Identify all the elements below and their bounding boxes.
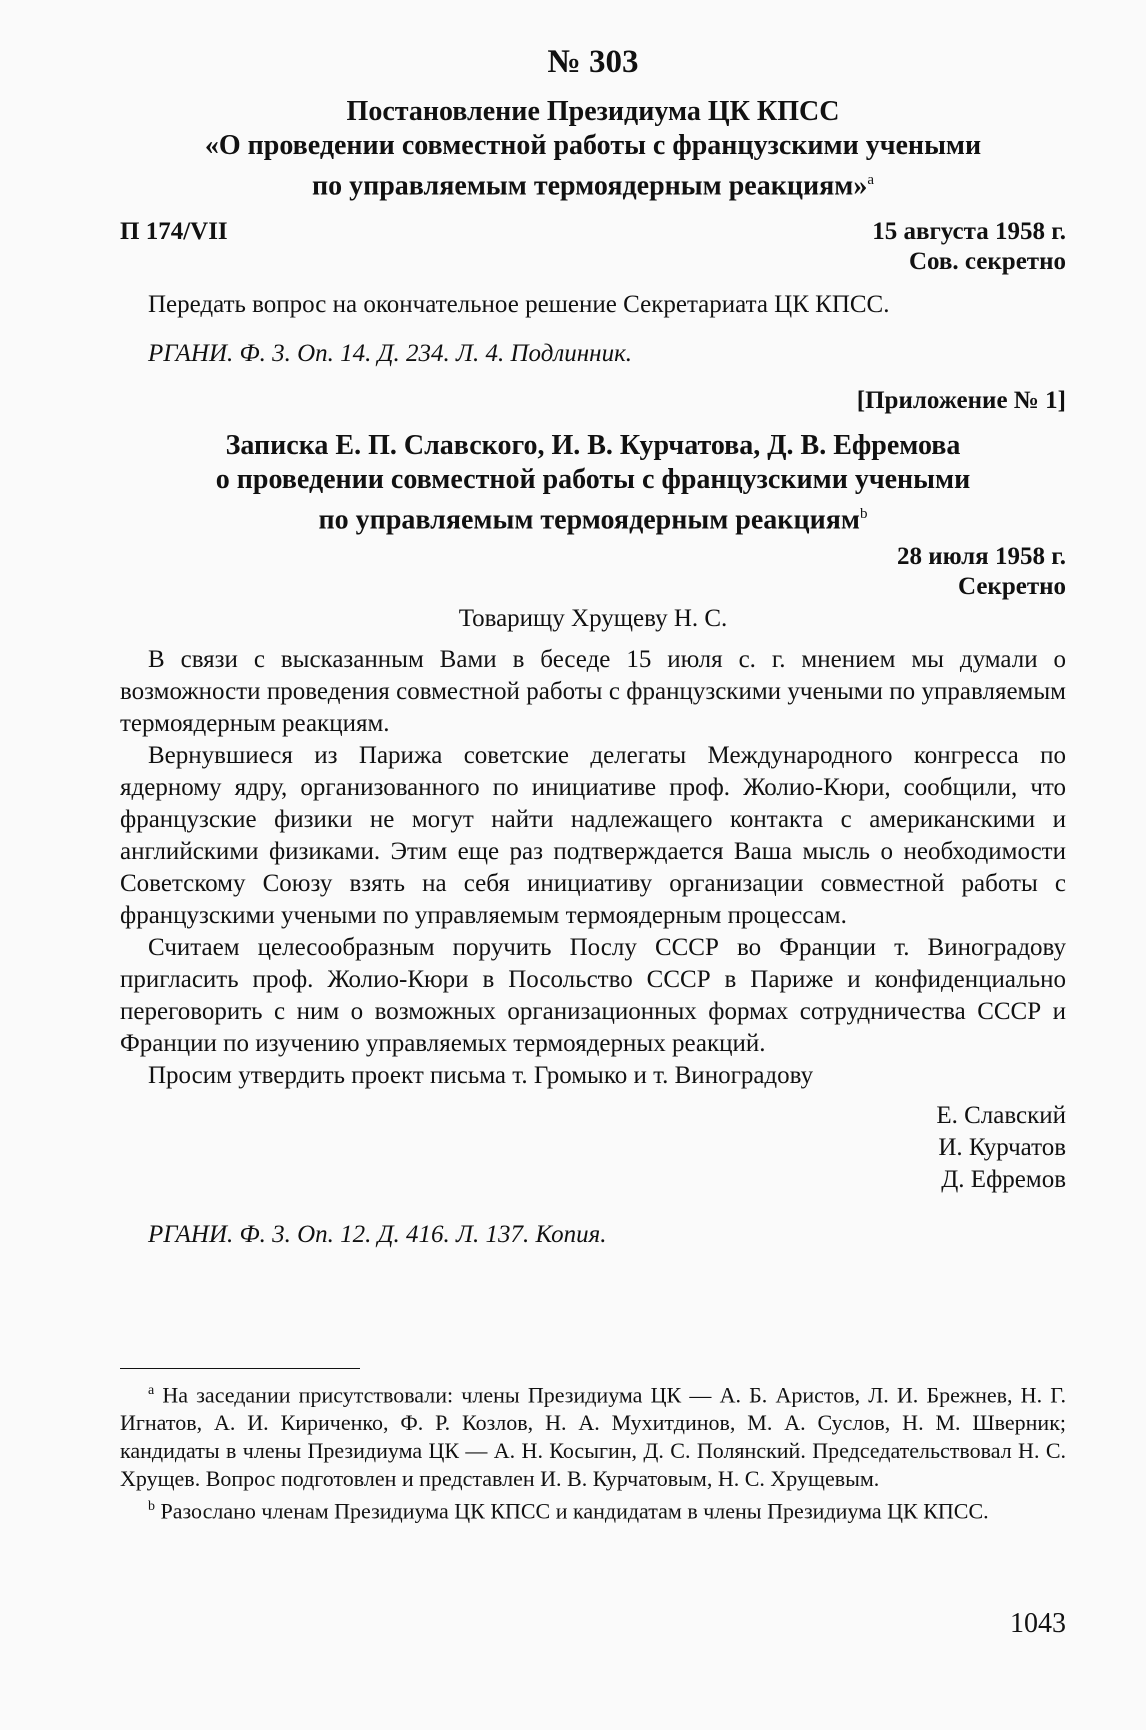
footnote-divider — [120, 1368, 360, 1369]
signature-slavsky: Е. Славский — [936, 1101, 1066, 1129]
memo-paragraph: В связи с высказанным Вами в беседе 15 июля с. г. мнением мы думали о возможности проведения совместной работы с французскими учеными по управляемым термоядерным реакциям. — [120, 645, 1066, 737]
memo-date-block — [120, 542, 1066, 602]
memo-classification: Секретно — [957, 572, 1066, 600]
memo-title-line: о проведении совместной работы с французскими учеными — [215, 464, 971, 496]
signature-efremov: Д. Ефремов — [941, 1165, 1066, 1193]
footnote-ref-a[interactable]: а — [867, 172, 875, 188]
resolution-classification: Сов. секретно — [908, 248, 1066, 276]
memo-date: 28 июля 1958 г. — [897, 542, 1066, 570]
memo-title-line — [120, 497, 1066, 537]
document-number: № 303 — [547, 44, 639, 80]
memo-paragraph: Вернувшиеся из Парижа советские делегаты Международного конгресса по ядерному ядру, организованного по инициативе проф. Жолио-Кюри, сообщили, что французские физики не могут найти надлежащего контакта с американскими и английскими физиками. Этим еще раз подтверждается Ваша мысль о необходимости Советскому Союзу взять на себя инициативу организации совместной работы с французскими учеными по управляемым термоядерным процессам. — [120, 741, 1066, 929]
footnote-mark-a: a — [148, 1382, 155, 1398]
resolution-archive-ref: РГАНИ. Ф. 3. Оп. 14. Д. 234. Л. 4. Подлинник. — [148, 340, 633, 368]
resolution-date-block — [872, 217, 1066, 277]
resolution-title-line — [120, 163, 1066, 203]
resolution-title-line: Постановление Президиума ЦК КПСС — [346, 96, 840, 127]
footnote-a — [120, 1377, 1066, 1493]
footnote-mark-b: b — [148, 1498, 155, 1514]
memo-title — [120, 429, 1066, 537]
appendix-label: [Приложение № 1] — [856, 387, 1066, 415]
resolution-date: 15 августа 1958 г. — [872, 218, 1066, 246]
resolution-body: Передать вопрос на окончательное решение Секретариата ЦК КПСС. — [148, 291, 890, 319]
signature-kurchatov: И. Курчатов — [938, 1133, 1066, 1161]
memo-paragraph: Считаем целесообразным поручить Послу СССР во Франции т. Виноградову пригласить проф. Жолио-Кюри в Посольство СССР в Париже и конфиденциально переговорить с ним о возможных организационных формах сотрудничества СССР и Франции по изучению управляемых термоядерных реакций. — [120, 933, 1066, 1057]
memo-signatures — [120, 1100, 1066, 1196]
resolution-title — [120, 95, 1066, 203]
footnote-ref-b[interactable]: b — [859, 506, 868, 523]
memo-addressee: Товарищу Хрущеву Н. С. — [458, 604, 728, 632]
memo-title-line: Записка Е. П. Славского, И. В. Курчатова, Д. В. Ефремова — [225, 430, 961, 462]
footnote-a-text: На заседании присутствовали: члены Президиума ЦК — А. Б. Аристов, Л. И. Брежнев, Н. Г. Игнатов, А. И. Кириченко, Ф. Р. Козлов, Н. А. Мухитдинов, М. А. Суслов, Н. М. Шверник; кандидаты в члены Президиума ЦК — А. Н. Косыгин, Д. С. Полянский. Председательствовал Н. С. Хрущев. Вопрос подготовлен и представлен И. В. Курчатовым, Н. С. Хрущевым. — [120, 1381, 1066, 1491]
resolution-title-text: по управляемым термоядерным реакциям» — [311, 170, 868, 202]
resolution-title-line: «О проведении совместной работы с французскими учеными — [204, 130, 982, 161]
resolution-meta — [120, 217, 1066, 277]
page-number: 1043 — [1010, 1608, 1066, 1639]
footnote-b-text: Разослано членам Президиума ЦК КПСС и кандидатам в члены Президиума ЦК КПСС. — [160, 1498, 989, 1524]
footnote-b — [120, 1493, 1066, 1525]
memo-paragraph: Просим утвердить проект письма т. Громыко и т. Виноградову — [148, 1061, 814, 1089]
memo-archive-ref: РГАНИ. Ф. 3. Оп. 12. Д. 416. Л. 137. Копия. — [148, 1220, 607, 1248]
memo-title-text: по управляемым термоядерным реакциям — [318, 504, 860, 536]
protocol-number: П 174/VII — [120, 218, 228, 246]
